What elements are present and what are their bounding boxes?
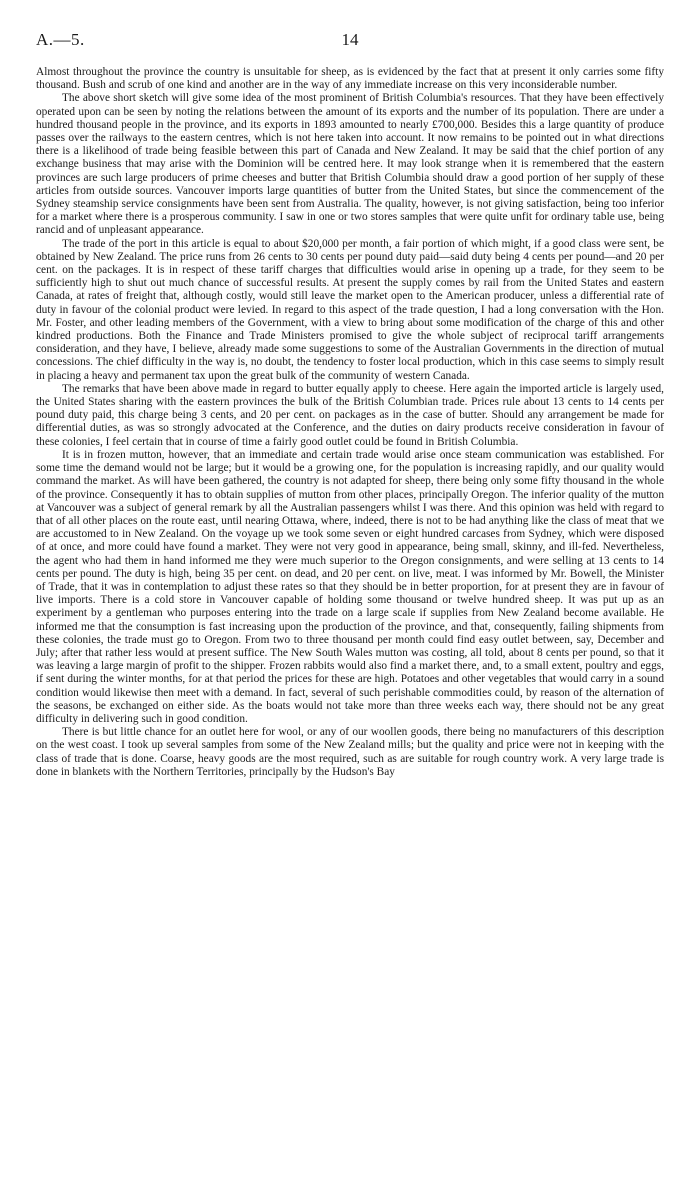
page-header [36,30,664,52]
paragraph-4: The remarks that have been above made in regard to butter equally apply to cheese. Here again the imported article is largely used, the United States sharing with the eastern provinces the bulk of the British Columbian trade. Prices rule about 13 cents to 14 cents per pound duty paid, this charge being 3 cents, and 20 per cent. on packages as in the case of butter. Should any arrangement be made for differential duties, as was so strongly advocated at the Conference, and the duties on dairy products receive consideration in favour of these colonies, I feel certain that in course of time a fairly good outlet could be found in British Columbia. [36,382,664,448]
document-reference: A.—5. [36,30,85,49]
paragraph-2: The above short sketch will give some idea of the most prominent of British Columbia's resources. That they have been effectively operated upon can be seen by noting the relations between the amount of its exports and the number of its population. There are under a hundred thousand people in the province, and its exports in 1893 amounted to nearly £700,000. Besides this a large quantity of produce passes over the railways to the eastern centres, which is not here taken into account. It now remains to be pointed out in what directions there is a likelihood of trade being feasible between this part of Canada and New Zealand. It may be said that the chief portion of any exchange business that may arise with the Dominion will be centred here. It may look strange when it is remembered that the eastern provinces are such large producers of prime cheeses and butter that British Columbia should draw a good portion of her supply of these articles from outside sources. Vancouver imports large quantities of butter from the United States, but since the commencement of the Sydney steamship service consignments have been sent from Australia. The quality, however, is not giving satisfaction, being too inferior for a market where there is a prosperous community. I saw in one or two stores samples that were quite unfit for ordinary table use, being rancid and of unpleasant appearance. [36,92,664,237]
paragraph-1: Almost throughout the province the country is unsuitable for sheep, as is evidenced by the fact that at present it only carries some fifty thousand. Bush and scrub of one kind and another are in the way of any immediate increase on this very inconsiderable number. [36,66,664,92]
paragraph-6: There is but little chance for an outlet here for wool, or any of our woollen goods, there being no manufacturers of this description on the west coast. I took up several samples from some of the New Zealand mills; but the quality and price were not in keeping with the class of trade that is done. Coarse, heavy goods are the most required, such as are suitable for rough country work. A very large trade is done in blankets with the Northern Territories, principally by the Hudson's Bay [36,726,664,778]
page-number: 14 [341,30,359,49]
paragraph-3: The trade of the port in this article is equal to about $20,000 per month, a fair portion of which might, if a good class were sent, be obtained by New Zealand. The price runs from 26 cents to 30 cents per pound duty paid—said duty being 4 cents per pound—and 20 per cent. on the packages. It is in respect of these tariff charges that difficulties would arise in opening up a trade, for they seem to be sufficiently high to shut out much chance of successful results. At present the supply comes by rail from the United States and eastern Canada, at rates of freight that, although costly, would still leave the market open to the American producer, unless a differential rate of duty in favour of the colonial product were levied. In regard to this aspect of the trade question, I had a long conversation with the Hon. Mr. Foster, and other leading members of the Government, with a view to bring about some modification of the charge of this and other kindred productions. Both the Finance and Trade Ministers promised to give the whole subject of reciprocal tariff arrangements consideration, and they have, I believe, already made some suggestions to some of the Australian Governments in the direction of mutual concessions. The chief difficulty in the way is, no doubt, the tendency to foster local production, which in this case seems to simply result in placing a heavy and permanent tax upon the great bulk of the community of western Canada. [36,237,664,382]
body-text [36,66,664,779]
paragraph-5: It is in frozen mutton, however, that an immediate and certain trade would arise once steam communication was established. For some time the demand would not be large; but it would be a growing one, for the population is increasing rapidly, and our quality would command the market. As will have been gathered, the country is not adapted for sheep, there being only some fifty thousand in the whole of the province. Consequently it has to obtain supplies of mutton from other places, principally Oregon. The inferior quality of the mutton at Vancouver was a subject of general remark by all the Australian passengers whilst I was there. And this opinion was held with regard to that of all other places on the route east, until nearing Ottawa, where, indeed, there is not to be had anything like the class of meat that we are accustomed to in New Zealand. On the voyage up we took some seven or eight hundred carcases from Sydney, which were disposed of at once, and more could have found a market. They were not very good in appearance, being small, skinny, and ill-fed. Nevertheless, the agent who had them in hand informed me they were much superior to the Oregon consignments, and were selling at 13 cents to 14 cents per pound. The duty is high, being 35 per cent. on dead, and 20 per cent. on live, meat. I was informed by Mr. Bowell, the Minister of Trade, that it was in contemplation to adjust these rates so that they should be in better proportion, for at present they are in favour of live imports. There is a cold store in Vancouver capable of holding some thousand or twelve hundred sheep. It was put up as an experiment by a gentleman who purposes entering into the trade on a large scale if supplies from New Zealand become available. He informed me that the consumption is fast increasing upon the production of the province, and that, consequently, failing shipments from these colonies, the trade must go to Oregon. From two to three thousand per month could find easy outlet between, say, December and July; after that rather less would at present suffice. The New South Wales mutton was costing, all told, about 8 cents per pound, so that it was leaving a large margin of profit to the shipper. Frozen rabbits would also find a market there, and, to a small extent, poultry and eggs, if sent during the winter months, for at that period the prices for these are high. Potatoes and other vegetables that would carry in a sound condition would likewise then meet with a demand. In fact, several of such perishable commodities could, by reason of the alternation of the seasons, be exchanged on either side. As the boats would not take more than three weeks each way, there should not be any great difficulty in delivering such in good condition. [36,448,664,725]
